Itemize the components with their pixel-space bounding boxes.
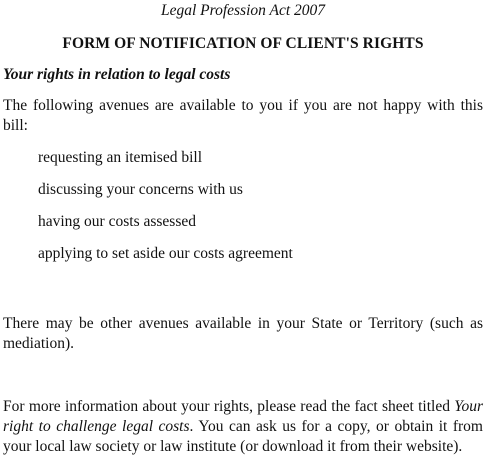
avenues-list: [38, 148, 293, 276]
avenue-item: having our costs assessed: [38, 213, 196, 230]
other-avenues-paragraph: There may be other avenues available in your State or Territory (such as mediation).: [3, 315, 483, 352]
avenue-item: requesting an itemised bill: [38, 149, 203, 166]
more-info-text-before: For more information about your rights, please read the fact sheet titled: [3, 398, 455, 415]
more-info-paragraph: [3, 397, 483, 457]
fact-sheet-title: Your right to challenge legal costs: [3, 398, 483, 435]
avenue-item: applying to set aside our costs agreement: [38, 245, 293, 262]
avenue-item: discussing your concerns with us: [38, 181, 243, 198]
act-title: Legal Profession Act 2007: [160, 2, 326, 19]
section-heading: Your rights in relation to legal costs: [3, 66, 231, 83]
more-info-text-after: . You can ask us for a copy, or obtain it from your local law society or law institute (or download it from their website).: [3, 418, 483, 455]
intro-paragraph: The following avenues are available to you if you are not happy with this bill:: [3, 97, 483, 134]
form-title: FORM OF NOTIFICATION OF CLIENT'S RIGHTS: [62, 35, 424, 52]
